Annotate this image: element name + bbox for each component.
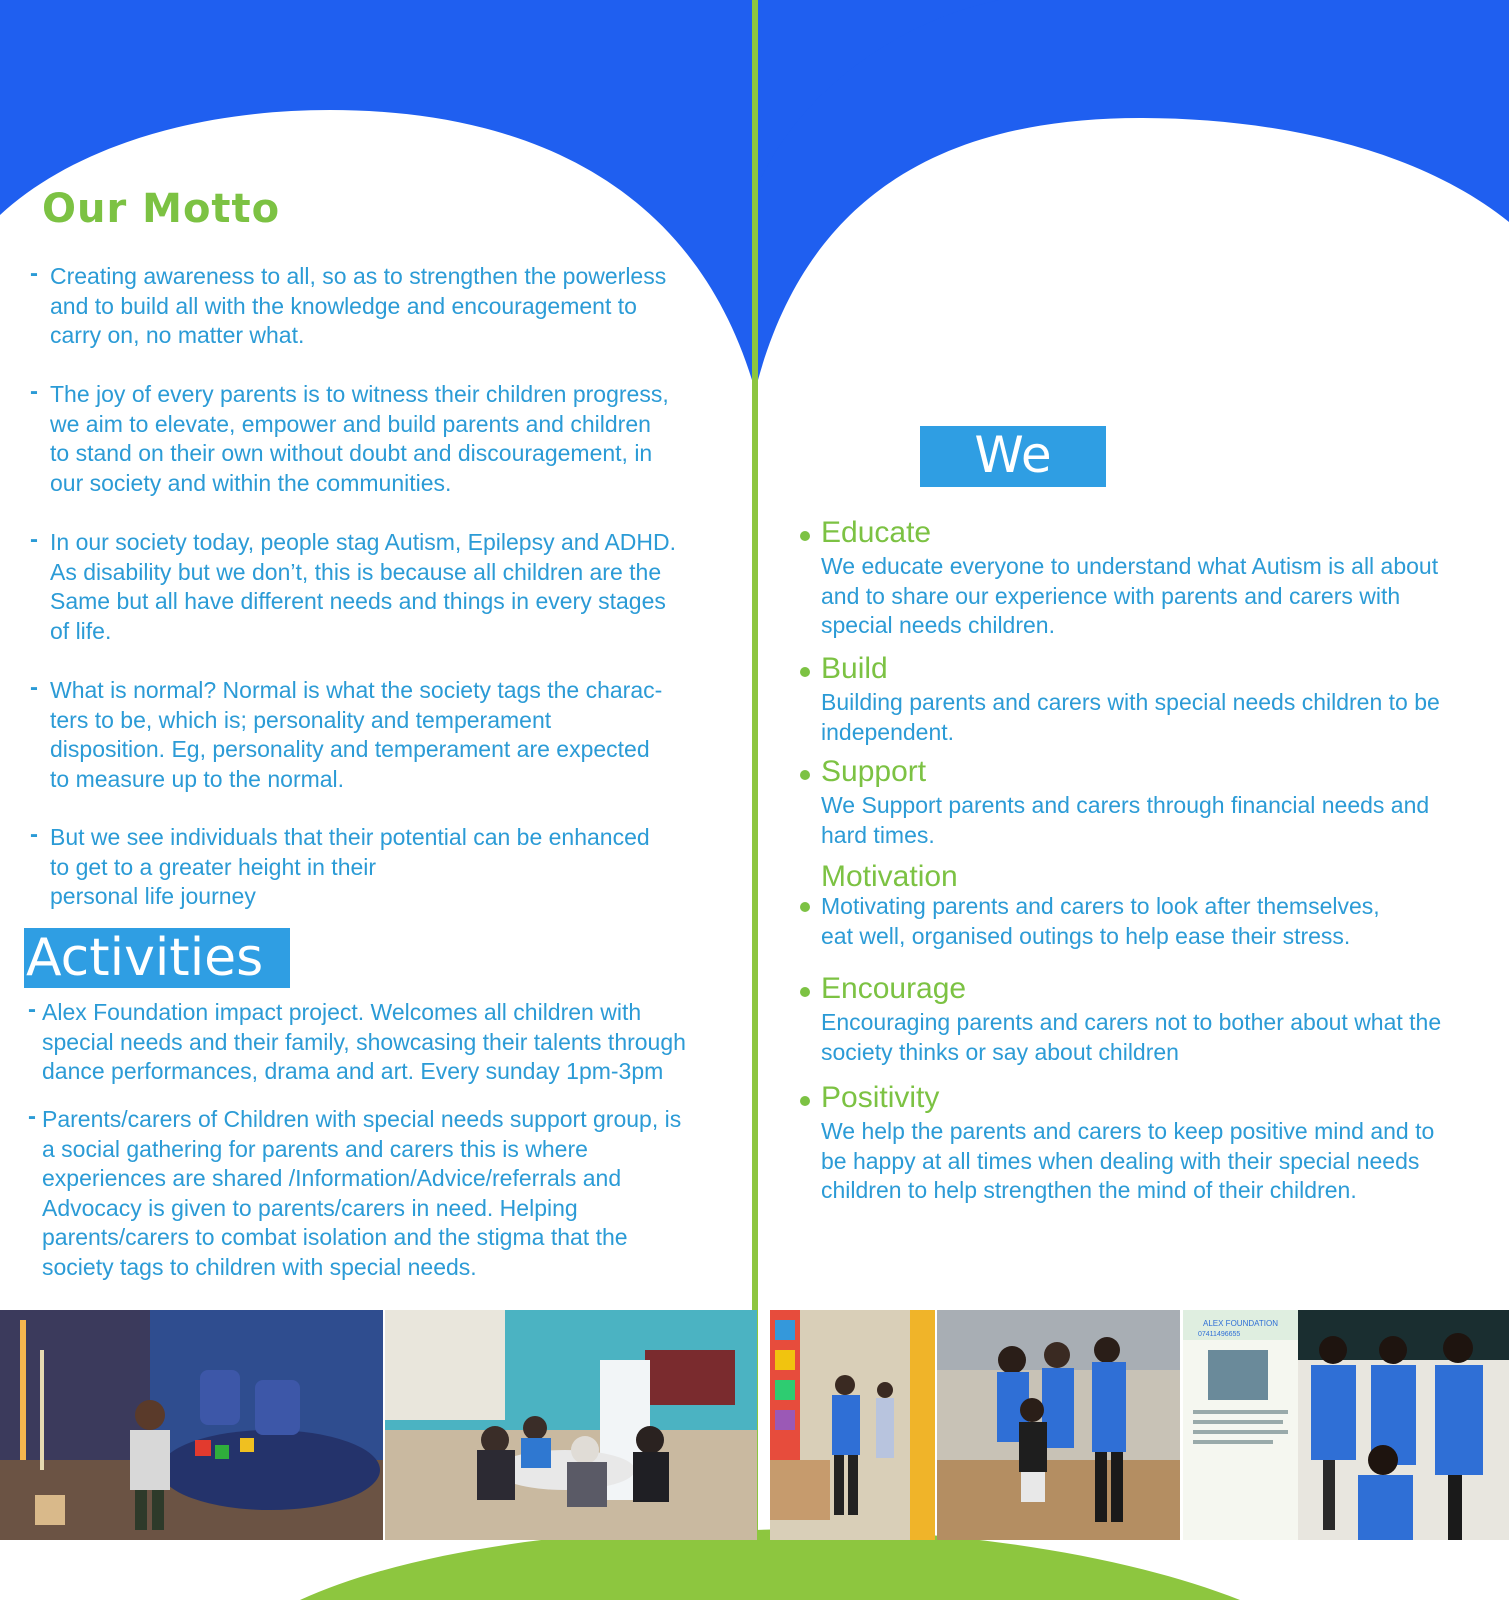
photo-group-hall [937,1310,1180,1540]
activity-line: Parents/carers of Children with special needs support group, is [42,1106,682,1132]
we-bullet [800,667,810,677]
motto-dash: - [30,674,38,701]
activities-title: Activities [26,928,264,988]
we-body-line: hard times. [821,821,935,848]
we-body-line: society thinks or say about children [821,1038,1179,1065]
motto-title: Our Motto [42,186,281,232]
motto-item [50,823,700,912]
we-body-line: We Support parents and carers through financial needs and [821,792,1430,818]
we-body-line: Encouraging parents and carers not to bother about what the [821,1009,1442,1035]
activity-line: experiences are shared /Information/Advice/referrals and [42,1165,622,1191]
motto-dash: - [30,526,38,553]
we-item-heading: Encourage [821,972,967,1005]
banner-logo-text: ALEX FOUNDATION [1203,1319,1278,1328]
activity-line: special needs and their family, showcasing their talents through [42,1028,686,1055]
motto-dash: - [30,260,38,287]
motto-line: carry on, no matter what. [50,322,305,348]
motto-line: to stand on their own without doubt and discouragement, in [50,440,653,466]
activity-line: a social gathering for parents and carers this is where [42,1135,588,1162]
we-title: We [974,426,1052,484]
we-bullet [800,987,810,997]
activity-item [42,1105,732,1282]
we-item-heading: Support [821,755,927,788]
activity-item [42,998,732,1087]
photo-volunteers-banner [1183,1310,1509,1540]
motto-line: ters to be, which is; personality and temperament [50,706,552,733]
motto-line: The joy of every parents is to witness their children progress, [50,381,669,407]
we-body-line: We educate everyone to understand what Autism is all about [821,553,1439,579]
photo-child-playroom [0,1310,383,1540]
motto-dash: - [30,821,38,848]
motto-dash: - [30,378,38,405]
svg-text:07411496655: 07411496655 [1198,1331,1241,1338]
motto-line: disposition. Eg, personality and temperament are expected [50,736,650,762]
we-bullet [800,902,810,912]
we-item-body [821,688,1481,747]
we-body-line: We help the parents and carers to keep positive mind and to [821,1118,1435,1144]
we-body-line: special needs children. [821,612,1055,638]
we-body-line: children to help strengthen the mind of their children. [821,1177,1357,1203]
we-bullet [800,770,810,780]
motto-line: Creating awareness to all, so as to strengthen the powerless [50,263,667,289]
activity-dash: - [28,996,36,1023]
motto-line: But we see individuals that their potential can be enhanced [50,824,650,850]
motto-item [50,676,700,794]
motto-line: As disability but we don’t, this is because all children are the [50,558,662,585]
activity-line: Advocacy is given to parents/carers in need. Helping [42,1194,578,1221]
we-bullet [800,531,810,541]
we-body-line: and to share our experience with parents and carers with [821,582,1401,609]
motto-line: to measure up to the normal. [50,765,345,792]
we-item-body [821,892,1481,951]
motto-line: What is normal? Normal is what the society tags the charac- [50,677,663,703]
we-body-line: be happy at all times when dealing with their special needs [821,1147,1420,1174]
we-item-body [821,791,1481,850]
we-body-line: independent. [821,718,955,745]
we-item-body [821,1117,1481,1206]
we-bullet [800,1096,810,1106]
photo-support-group [385,1310,757,1540]
activity-line: dance performances, drama and art. Every sunday 1pm-3pm [42,1058,664,1084]
we-item-heading: Positivity [821,1081,940,1114]
motto-line: Same but all have different needs and things in every stages [50,588,666,614]
we-body-line: Motivating parents and carers to look after themselves, [821,893,1380,919]
we-body-line: Building parents and carers with special needs children to be [821,689,1440,715]
motto-line: to get to a greater height in their [50,853,377,880]
activity-line: Alex Foundation impact project. Welcomes all children with [42,999,642,1025]
motto-item [50,380,700,498]
motto-line: our society and within the communities. [50,469,452,496]
we-item-heading: Build [821,652,888,685]
motto-line: of life. [50,617,112,644]
motto-line: and to build all with the knowledge and encouragement to [50,292,637,319]
we-item-heading: Motivation [821,860,958,893]
motto-line: In our society today, people stag Autism, Epilepsy and ADHD. [50,529,677,555]
motto-line: we aim to elevate, empower and build parents and children [50,410,651,437]
we-item-body [821,1008,1481,1067]
we-item-body [821,552,1481,641]
we-body-line: eat well, organised outings to help ease their stress. [821,922,1351,949]
activity-line: society tags to children with special needs. [42,1253,477,1280]
motto-item [50,262,700,351]
right-blue-arc [758,0,1509,380]
motto-item [50,528,700,646]
motto-line: personal life journey [50,883,256,909]
activity-line: parents/carers to combat isolation and the stigma that the [42,1224,628,1250]
we-item-heading: Educate [821,516,932,549]
photo-activity-room [770,1310,935,1540]
activity-dash: - [28,1103,36,1130]
